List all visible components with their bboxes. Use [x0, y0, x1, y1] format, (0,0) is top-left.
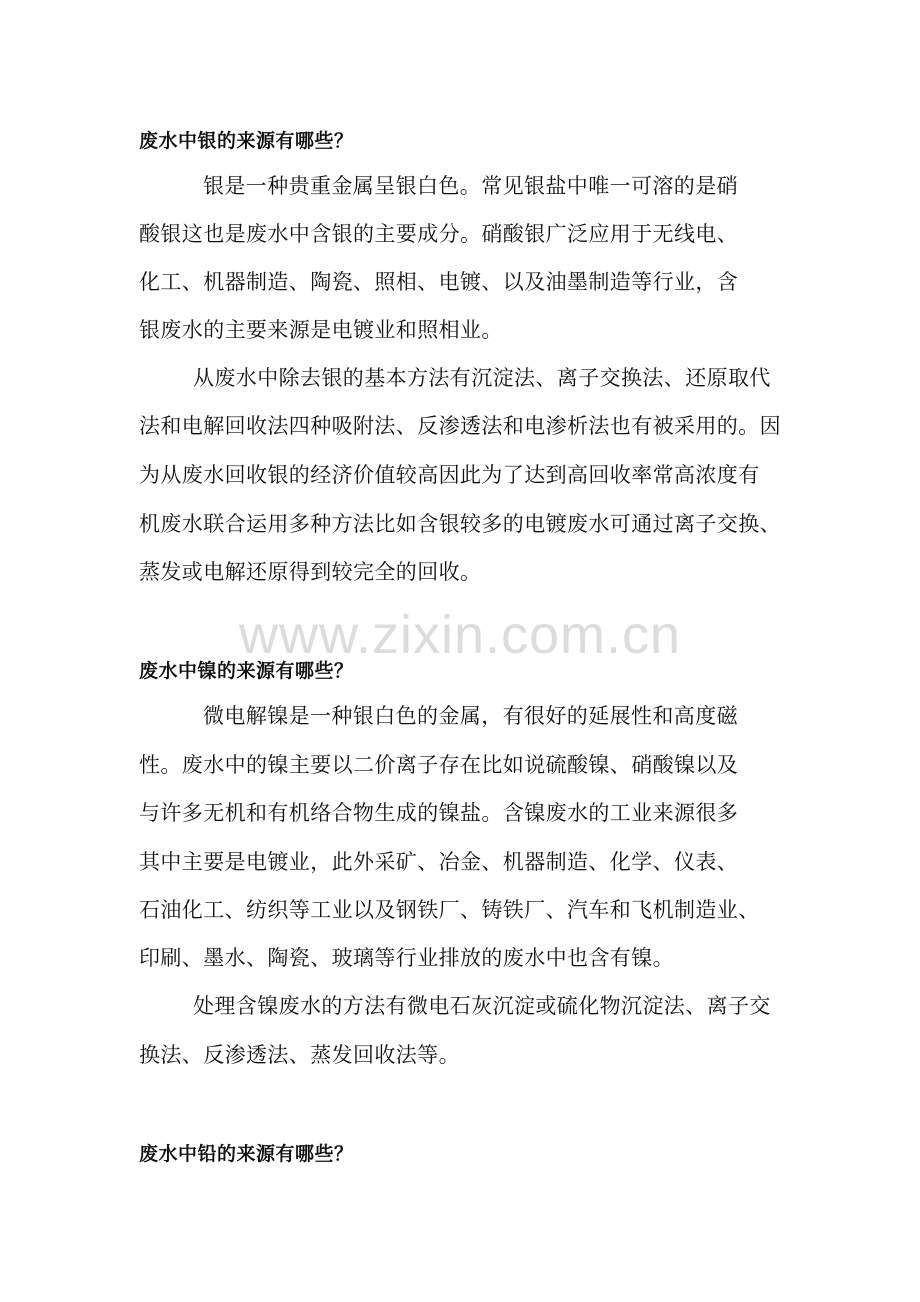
paragraph-line: 化工、机器制造、陶瓷、照相、电镀、以及油墨制造等行业，含	[139, 270, 739, 294]
section-heading-lead: 废水中铅的来源有哪些？	[139, 1143, 354, 1165]
paragraph-line: 法和电解回收法四种吸附法、反渗透法和电渗析法也有被采用的。因	[139, 414, 781, 438]
paragraph-line: 其中主要是电镀业，此外采矿、冶金、机器制造、化学、仪表、	[139, 850, 739, 874]
paragraph-line: 石油化工、纺织等工业以及钢铁厂、铸铁厂、汽车和飞机制造业、	[139, 898, 760, 922]
paragraph-line: 换法、反渗透法、蒸发回收法等。	[139, 1043, 460, 1067]
watermark: www.zixin.com.cn	[238, 605, 682, 665]
paragraph-line: 从废水中除去银的基本方法有沉淀法、离子交换法、还原取代	[193, 366, 771, 390]
paragraph-line: 酸银这也是废水中含银的主要成分。硝酸银广泛应用于无线电、	[139, 222, 739, 246]
paragraph-line: 机废水联合运用多种方法比如含银较多的电镀废水可通过离子交换、	[139, 512, 781, 536]
paragraph-line: 银是一种贵重金属呈银白色。常见银盐中唯一可溶的是硝	[203, 174, 738, 198]
paragraph-line: 蒸发或电解还原得到较完全的回收。	[139, 560, 482, 584]
section-heading-nickel: 废水中镍的来源有哪些？	[139, 660, 354, 682]
paragraph-line: 印刷、墨水、陶瓷、玻璃等行业排放的废水中也含有镍。	[139, 946, 674, 970]
paragraph-line: 微电解镍是一种银白色的金属，有很好的延展性和高度磁	[203, 704, 738, 728]
paragraph-line: 为从废水回收银的经济价值较高因此为了达到高回收率常高浓度有	[139, 463, 760, 487]
paragraph-line: 性。废水中的镍主要以二价离子存在比如说硫酸镍、硝酸镍以及	[139, 753, 739, 777]
section-heading-silver: 废水中银的来源有哪些？	[139, 130, 354, 152]
paragraph-line: 处理含镍废水的方法有微电石灰沉淀或硫化物沉淀法、离子交	[193, 994, 771, 1018]
paragraph-line: 与许多无机和有机络合物生成的镍盐。含镍废水的工业来源很多	[139, 801, 739, 825]
paragraph-line: 银废水的主要来源是电镀业和照相业。	[139, 318, 503, 342]
